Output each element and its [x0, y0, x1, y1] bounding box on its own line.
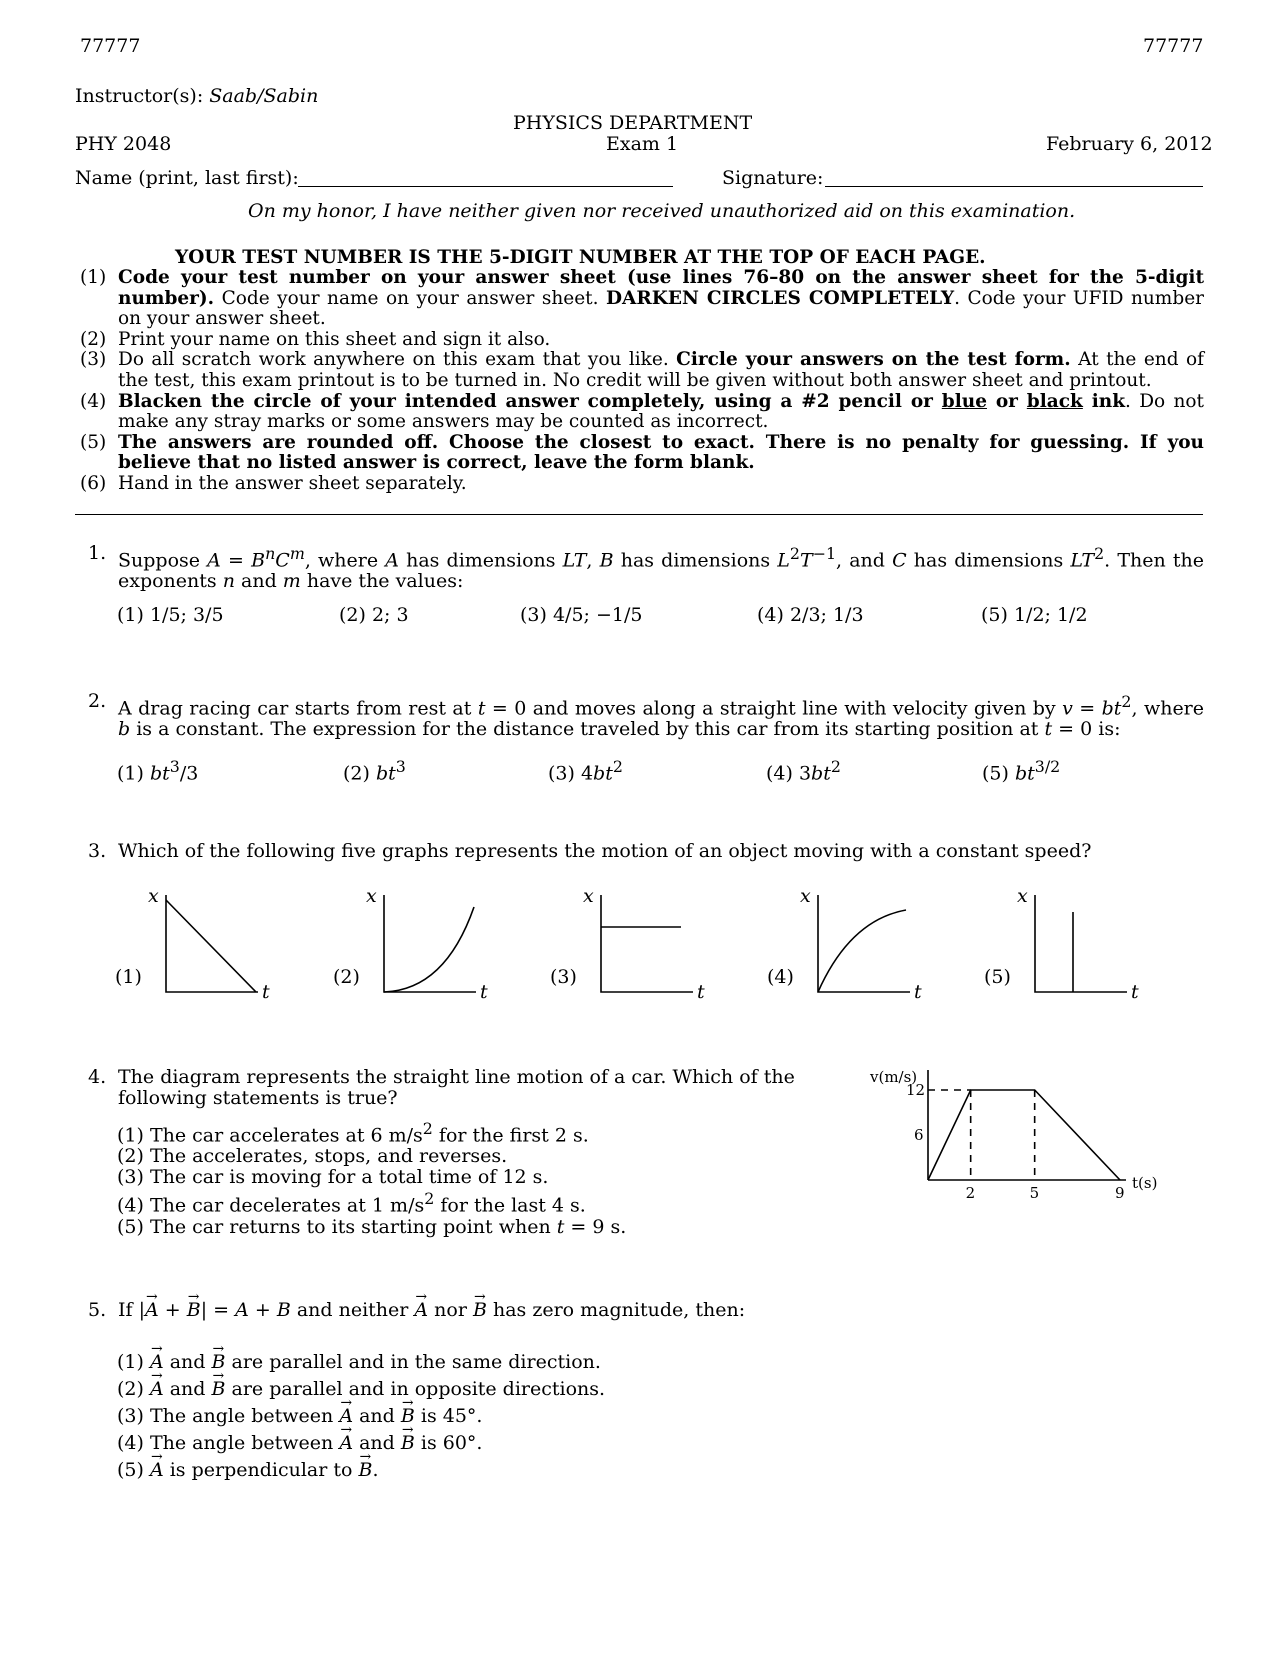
q4-choice-1[interactable]: (1) The car accelerates at 6 $m/s^2$ for the first 2 s. — [117, 1119, 589, 1147]
instruction-4: (4) Blacken the circle of your intended answer completely, using a #2 pencil or blue or black ink. Do not make any stray marks or some answers may be counted as incorrect. — [80, 390, 1204, 433]
exam-title: Exam 1 — [606, 133, 679, 155]
q3-graph-4[interactable] — [818, 895, 910, 992]
q1-choice-3[interactable]: (3) 4/5; −1/5 — [520, 604, 643, 626]
name-label: Name (print, last first): — [75, 167, 299, 189]
test-number-left: 77777 — [80, 35, 141, 57]
q3-axis-x-3: x — [583, 885, 594, 907]
q3-label-2: (2) — [333, 966, 360, 988]
chart-ylabel: v(m/s) — [870, 1068, 918, 1086]
q3-graph-2[interactable] — [384, 895, 476, 992]
test-number-right: 77777 — [1143, 35, 1204, 57]
q5-choice-3[interactable]: (3) The angle between → A and → B is 45°. — [117, 1403, 605, 1430]
question-4: 4. The diagram represents the straight line motion of a car. Which of the following statements is true? — [88, 1067, 833, 1109]
q3-axis-x-5: x — [1017, 885, 1028, 907]
section-divider — [75, 514, 1203, 515]
q4-choice-2[interactable]: (2) The accelerates, stops, and reverses. — [117, 1145, 508, 1168]
honor-statement: On my honor, I have neither given nor received unauthorized aid on this examination. — [248, 200, 1076, 222]
instruction-6: (6) Hand in the answer sheet separately. — [80, 472, 467, 494]
q4-choice-4[interactable]: (4) The car decelerates at 1 $m/s^2$ for the last 4 s. — [117, 1189, 586, 1217]
q1-choice-4[interactable]: (4) 2/3; 1/3 — [757, 604, 864, 626]
question-5-text: If |→ A + → B| = A + B and neither → A nor → B has zero magnitude, then: — [118, 1300, 1204, 1321]
q5-choice-5[interactable]: (5) → A is perpendicular to → B. — [117, 1457, 605, 1484]
q3-axis-t-2: t — [480, 981, 488, 1003]
q3-axis-t-4: t — [914, 981, 922, 1003]
q3-graph-1[interactable] — [166, 895, 258, 992]
instructions-banner: YOUR TEST NUMBER IS THE 5-DIGIT NUMBER AT THE TOP OF EACH PAGE. — [175, 247, 986, 268]
q5-choice-4[interactable]: (4) The angle between → A and → B is 60°. — [117, 1430, 605, 1457]
name-field[interactable] — [298, 186, 673, 187]
q3-label-3: (3) — [550, 966, 577, 988]
q1-choice-1[interactable]: (1) 1/5; 3/5 — [117, 604, 224, 626]
question-2: 2. A drag racing car starts from rest at t = 0 and moves along a straight line with velocity given by $v = bt^2$, where b is a constant. The expression for the distance traveled by this car from its starting position at t = 0 is: — [88, 690, 1205, 741]
q3-axis-t-5: t — [1131, 981, 1139, 1003]
q5-choice-2[interactable]: (2) → A and → B are parallel and in opposite directions. — [117, 1376, 605, 1403]
ytick-6: 6 — [914, 1126, 924, 1144]
q4-choice-5[interactable]: (5) The car returns to its starting point when t = 9 s. — [117, 1215, 627, 1238]
question-1: 1. Suppose $A = B^nC^m$, where A has dimensions LT, B has dimensions $L^2T^{-1}$, and C has dimensions $LT^2$. Then the exponents n and m have the values: — [88, 542, 1204, 593]
question-3: 3. Which of the following five graphs represents the motion of an object moving with a constant speed? — [88, 841, 1204, 862]
q3-axis-x-4: x — [800, 885, 811, 907]
q4-choice-3[interactable]: (3) The car is moving for a total time of 12 s. — [117, 1166, 549, 1189]
q3-label-5: (5) — [984, 966, 1011, 988]
q4-choices — [117, 1118, 626, 1238]
xtick-5: 5 — [1029, 1184, 1040, 1200]
question-4-text: The diagram represents the straight line motion of a car. Which of the following statements is true? — [118, 1066, 795, 1109]
instruction-2: (2) Print your name on this sheet and sign it also. — [80, 328, 551, 350]
instructions-list — [80, 268, 1204, 495]
ytick-12: 12 — [906, 1081, 926, 1099]
question-2-text: A drag racing car starts from rest at t = 0 and moves along a straight line with velocity given by $v = bt^2$, where b is a constant. The expression for the distance traveled by this car from its starting position at t = 0 is: — [118, 692, 1205, 741]
exam-date: February 6, 2012 — [1046, 133, 1213, 155]
q2-choice-1[interactable]: (1) $bt^3/3$ — [117, 757, 199, 785]
q3-axis-t-3: t — [697, 981, 705, 1003]
q3-graph-5[interactable] — [1035, 895, 1127, 992]
course-code: PHY 2048 — [75, 133, 172, 155]
q5-choices — [117, 1349, 605, 1484]
department-title: PHYSICS DEPARTMENT — [513, 112, 753, 134]
instructor-names: Saab/Sabin — [209, 85, 319, 107]
xtick-2: 2 — [965, 1184, 976, 1200]
signature-label: Signature: — [722, 167, 824, 189]
q3-axis-x-2: x — [366, 885, 377, 907]
q3-label-1: (1) — [115, 966, 142, 988]
xtick-9: 9 — [1115, 1184, 1125, 1200]
q4-velocity-chart — [860, 1060, 1190, 1200]
instruction-5: (5) The answers are rounded off. Choose the closest to exact. There is no penalty for guessing. If you believe that no listed answer is correct, leave the form blank. — [80, 431, 1204, 474]
q1-choice-5[interactable]: (5) 1/2; 1/2 — [981, 604, 1088, 626]
chart-xlabel: t(s) — [1132, 1174, 1158, 1192]
q3-graph-3[interactable] — [601, 895, 693, 992]
velocity-series-line — [928, 1090, 1120, 1180]
instructor-line — [75, 86, 318, 107]
q2-choice-3[interactable]: (3) $4bt^2$ — [548, 757, 623, 785]
q5-choice-1[interactable]: (1) → A and → B are parallel and in the same direction. — [117, 1349, 605, 1376]
question-5: 5. If |→ A + → B| = A + B and neither → A nor → B has zero magnitude, then: — [88, 1300, 1204, 1321]
q3-axis-x-1: x — [148, 885, 159, 907]
q1-choice-2[interactable]: (2) 2; 3 — [339, 604, 409, 626]
q3-graphs — [0, 880, 1280, 1010]
instruction-3: (3) Do all scratch work anywhere on this exam that you like. Circle your answers on the test form. At the end of the test, this exam printout is to be turned in. No credit will be given without both answer sheet and printout. — [80, 349, 1204, 391]
q2-choice-4[interactable]: (4) $3bt^2$ — [766, 757, 841, 785]
q2-choice-5[interactable]: (5) $bt^{3/2}$ — [982, 757, 1061, 785]
q3-axis-t-1: t — [262, 981, 270, 1003]
signature-field[interactable] — [825, 186, 1203, 187]
question-3-text: Which of the following five graphs represents the motion of an object moving with a constant speed? — [118, 840, 1092, 862]
question-1-text: Suppose $A = B^nC^m$, where A has dimensions LT, B has dimensions $L^2T^{-1}$, and C has dimensions $LT^2$. Then the exponents n and m have the values: — [118, 544, 1204, 593]
instruction-1: (1) Code your test number on your answer sheet (use lines 76–80 on the answer sheet for the 5-digit number). Code your name on your answer sheet. DARKEN CIRCLES COMPLETELY. Code your UFID number on your answer sheet. — [80, 267, 1204, 330]
instructor-label: Instructor(s): — [75, 85, 210, 107]
q3-label-4: (4) — [767, 966, 794, 988]
q2-choice-2[interactable]: (2) $bt^3$ — [343, 757, 406, 785]
